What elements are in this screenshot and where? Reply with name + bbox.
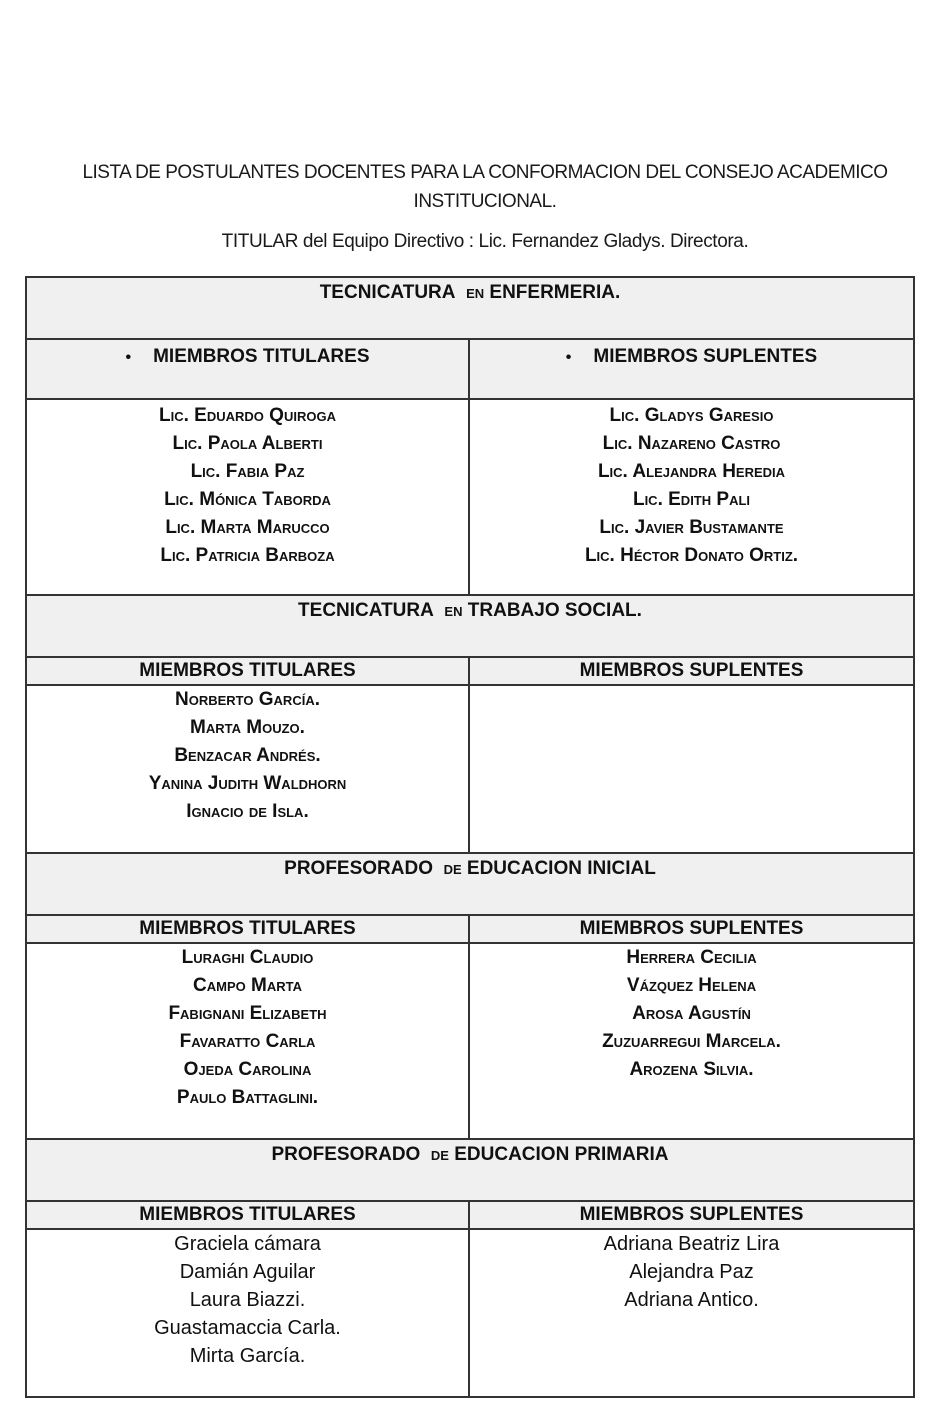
suplente-name: Arosa Agustín (632, 1003, 751, 1024)
section-title-field: EDUCACION INICIAL (466, 858, 656, 879)
section-header-row (26, 853, 914, 915)
titulares-list (26, 685, 469, 853)
suplentes-list (469, 685, 914, 853)
titulares-label: MIEMBROS TITULARES (153, 346, 370, 367)
titular-name: Yanina Judith Waldhorn (148, 773, 347, 794)
column-header-row (26, 657, 914, 685)
section-title-field: TRABAJO SOCIAL. (467, 600, 642, 621)
titulares-label: MIEMBROS TITULARES (139, 918, 356, 939)
suplente-name: Vázquez Helena (626, 975, 757, 996)
titulares-list (26, 943, 469, 1139)
titulares-header (26, 1201, 469, 1229)
titular-name: Graciela cámara (174, 1233, 321, 1255)
section-title (26, 1139, 914, 1201)
titular-name: Lic. Fabia Paz (190, 461, 305, 482)
section-title-main: TECNICATURA (319, 282, 456, 303)
suplentes-label: MIEMBROS SUPLENTES (579, 660, 804, 681)
section-header-row (26, 277, 914, 339)
suplente-name: Adriana Antico. (624, 1289, 759, 1311)
bullet-icon: • (125, 349, 132, 366)
suplente-name: Lic. Gladys Garesio (609, 405, 774, 426)
document-subtitle: TITULAR del Equipo Directivo : Lic. Fernandez Gladys. Directora. (221, 231, 749, 252)
section-title-main: PROFESORADO (271, 1144, 421, 1165)
section-title-field: EDUCACION PRIMARIA (454, 1144, 669, 1165)
bullet-icon: • (565, 349, 572, 366)
titular-name: Luraghi Claudio (181, 947, 314, 968)
titulares-label: MIEMBROS TITULARES (139, 1204, 356, 1225)
suplente-name: Zuzuarregui Marcela. (602, 1031, 781, 1052)
titular-name: Lic. Marta Marucco (165, 517, 330, 538)
suplentes-label: MIEMBROS SUPLENTES (579, 1204, 804, 1225)
column-header-row (26, 339, 914, 399)
titular-name: Campo Marta (193, 975, 302, 996)
suplentes-header (469, 915, 914, 943)
titular-name: Mirta García. (189, 1345, 306, 1367)
titulares-label: MIEMBROS TITULARES (139, 660, 356, 681)
suplente-name: Herrera Cecilia (626, 947, 757, 968)
suplentes-list (469, 943, 914, 1139)
titular-name: Laura Biazzi. (189, 1289, 306, 1311)
suplente-name: Lic. Nazareno Castro (602, 433, 781, 454)
section-title-connector: de (443, 858, 462, 879)
section-title (26, 853, 914, 915)
titular-name: Guastamaccia Carla. (154, 1317, 341, 1339)
section-header-row (26, 1139, 914, 1201)
suplente-name: Lic. Alejandra Heredia (597, 461, 786, 482)
column-header-row (26, 915, 914, 943)
suplentes-header (469, 1201, 914, 1229)
titular-name: Lic. Paola Alberti (172, 433, 323, 454)
titular-name: Lic. Eduardo Quiroga (159, 405, 336, 426)
section-header-row (26, 595, 914, 657)
section-title-main: TECNICATURA (298, 600, 434, 621)
titular-name: Marta Mouzo. (190, 717, 305, 738)
suplente-name: Lic. Edith Pali (632, 489, 751, 510)
document-title (40, 158, 929, 216)
titulares-list (26, 399, 469, 595)
members-row (26, 943, 914, 1139)
section-title (26, 595, 914, 657)
titular-name: Lic. Patricia Barboza (160, 545, 335, 566)
section-title (26, 277, 914, 339)
suplentes-list (469, 399, 914, 595)
column-header-row (26, 1201, 914, 1229)
title-line-2: INSTITUCIONAL. (413, 191, 557, 212)
section-title-connector: de (430, 1144, 449, 1165)
titulares-header (26, 339, 469, 399)
titulares-list (26, 1229, 469, 1397)
candidates-table (25, 276, 915, 1398)
suplentes-list (469, 1229, 914, 1397)
section-title-field: ENFERMERIA. (489, 282, 621, 303)
suplente-name: Arozena Silvia. (629, 1059, 754, 1080)
titulares-header (26, 915, 469, 943)
titular-name: Damián Aguilar (179, 1261, 316, 1283)
titular-name: Ignacio de Isla. (186, 801, 309, 822)
titular-name: Fabignani Elizabeth (168, 1003, 327, 1024)
suplentes-header (469, 339, 914, 399)
titular-name: Lic. Mónica Taborda (164, 489, 331, 510)
suplentes-label: MIEMBROS SUPLENTES (579, 918, 804, 939)
suplente-name: Lic. Héctor Donato Ortiz. (584, 545, 799, 566)
suplente-name: Alejandra Paz (629, 1261, 754, 1283)
titular-name: Norberto García. (175, 689, 320, 710)
suplentes-header (469, 657, 914, 685)
titular-name: Ojeda Carolina (183, 1059, 312, 1080)
suplentes-label: MIEMBROS SUPLENTES (593, 346, 818, 367)
titular-name: Paulo Battaglini. (176, 1087, 319, 1108)
suplente-name: Adriana Beatriz Lira (603, 1233, 780, 1255)
titular-name: Benzacar Andrés. (174, 745, 321, 766)
section-title-main: PROFESORADO (284, 858, 433, 879)
members-row (26, 1229, 914, 1397)
suplente-name: Lic. Javier Bustamante (599, 517, 784, 538)
titulares-header (26, 657, 469, 685)
members-row (26, 399, 914, 595)
title-line-1: LISTA DE POSTULANTES DOCENTES PARA LA CONFORMACION DEL CONSEJO ACADEMICO (82, 162, 888, 183)
members-row (26, 685, 914, 853)
titular-name: Favaratto Carla (179, 1031, 316, 1052)
section-title-connector: en (466, 282, 485, 303)
section-title-connector: en (444, 600, 463, 621)
